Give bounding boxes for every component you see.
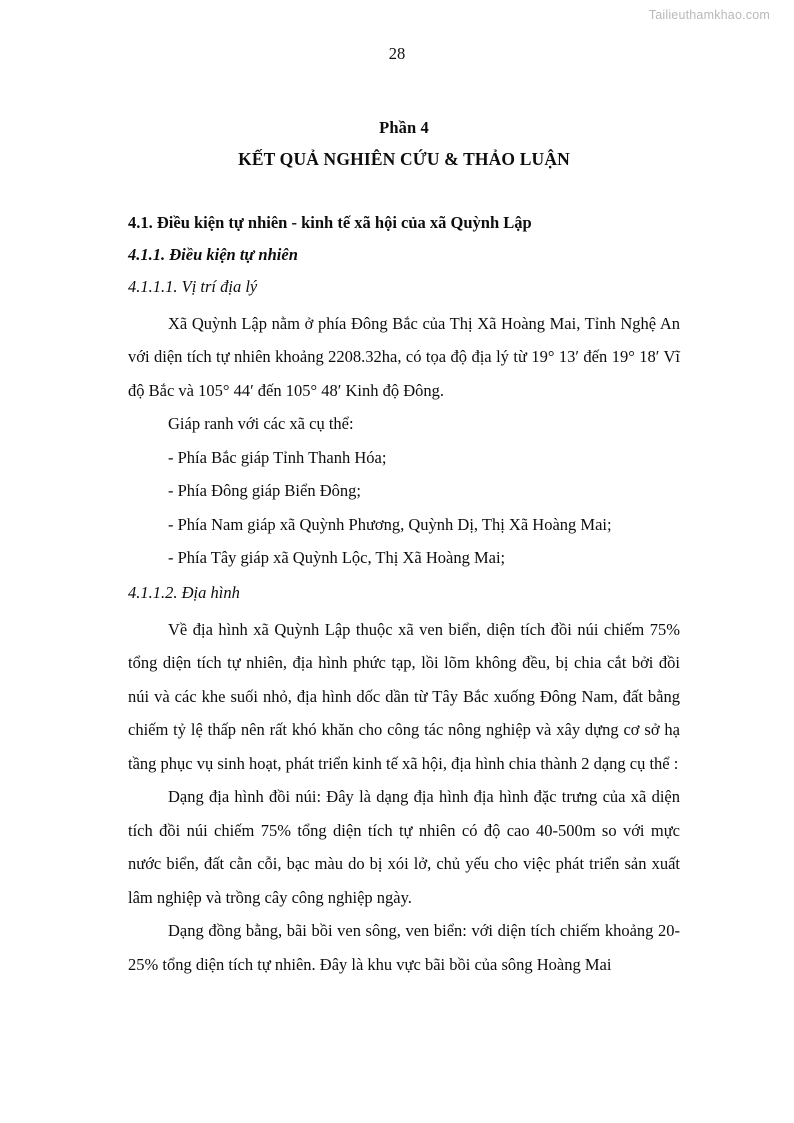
list-item: - Phía Bắc giáp Tỉnh Thanh Hóa; — [168, 447, 387, 467]
paragraph-borders-intro: Giáp ranh với các xã cụ thể: — [168, 414, 354, 434]
chapter-title: KẾT QUẢ NGHIÊN CỨU & THẢO LUẬN — [238, 148, 570, 169]
heading-4-1-1-2: 4.1.1.2. Địa hình — [128, 582, 240, 602]
paragraph-location: Xã Quỳnh Lập nằm ở phía Đông Bắc của Thị Xã Hoàng Mai, Tỉnh Nghệ An với diện tích tự nhiên khoảng 2208.32ha, có tọa độ địa lý từ 19° 13′ đến 19° 18′ Vĩ độ Bắc và 105° 44′ đến 105° 48′ Kinh độ Đông. — [128, 313, 680, 400]
heading-4-1-1-1: 4.1.1.1. Vị trí địa lý — [128, 276, 258, 296]
paragraph-plains: Dạng đồng bằng, bãi bồi ven sông, ven biển: với diện tích chiếm khoảng 20-25% tổng diện tích tự nhiên. Đây là khu vực bãi bồi của sông Hoàng Mai — [128, 921, 680, 974]
paragraph-hills: Dạng địa hình đồi núi: Đây là dạng địa hình địa hình đặc trưng của xã diện tích đồi núi chiếm 75% tổng diện tích tự nhiên có độ cao 40-500m so với mực nước biển, đất cằn cỗi, bạc màu do bị xói lở, chủ yếu cho việc phát triển sản xuất lâm nghiệp và trồng cây công nghiệp ngày. — [128, 787, 680, 907]
list-item: - Phía Tây giáp xã Quỳnh Lộc, Thị Xã Hoàng Mai; — [168, 548, 506, 568]
heading-4-1: 4.1. Điều kiện tự nhiên - kinh tế xã hội của xã Quỳnh Lập — [128, 213, 532, 232]
paragraph-terrain: Về địa hình xã Quỳnh Lập thuộc xã ven biển, diện tích đồi núi chiếm 75% tổng diện tích tự nhiên, địa hình phức tạp, lồi lõm không đều, bị chia cắt bởi đồi núi và các khe suối nhỏ, địa hình dốc dần từ Tây Bắc xuống Đông Nam, đất bằng chiếm tỷ lệ thấp nên rất khó khăn cho công tác nông nghiệp và xây dựng cơ sở hạ tầng phục vụ sinh hoạt, phát triển kinh tế xã hội, địa hình chia thành 2 dạng cụ thể : — [128, 619, 680, 773]
watermark-text: Tailieuthamkhao.com — [648, 8, 770, 22]
list-item: - Phía Đông giáp Biển Đông; — [168, 481, 361, 501]
part-title: Phần 4 — [379, 118, 429, 137]
page-number: 28 — [388, 44, 406, 63]
heading-4-1-1: 4.1.1. Điều kiện tự nhiên — [128, 244, 298, 264]
page-content — [128, 120, 680, 981]
list-item: - Phía Nam giáp xã Quỳnh Phương, Quỳnh Dị, Thị Xã Hoàng Mai; — [168, 514, 612, 534]
